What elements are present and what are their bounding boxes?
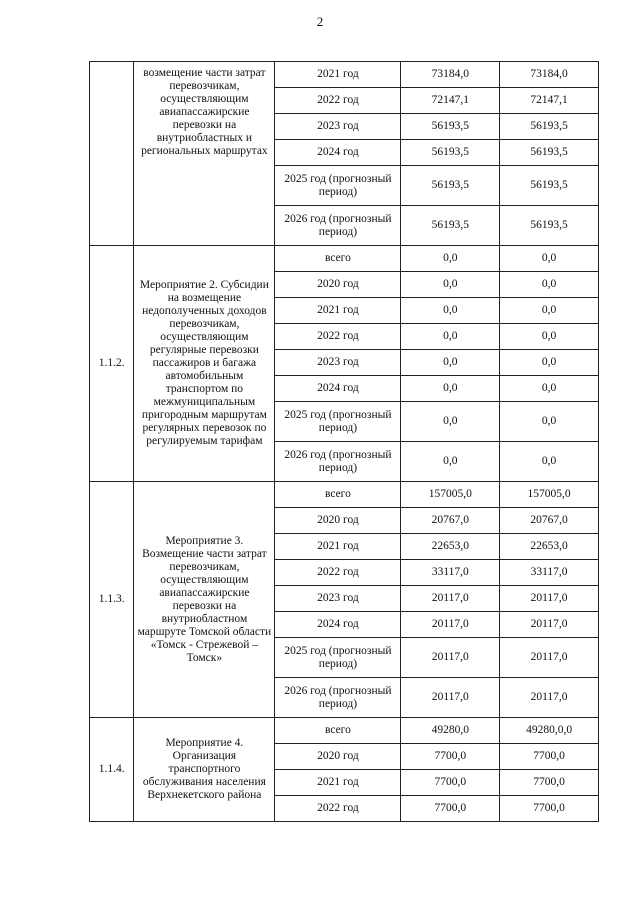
period-cell: 2023 год: [275, 350, 401, 376]
period-cell: всего: [275, 246, 401, 272]
amount-cell: 20767,0: [401, 508, 500, 534]
amount-cell: 0,0: [401, 298, 500, 324]
amount-cell: 20117,0: [401, 612, 500, 638]
period-cell: 2026 год (прогнозный период): [275, 206, 401, 246]
period-cell: 2022 год: [275, 324, 401, 350]
amount-cell: 7700,0: [500, 796, 599, 822]
amount-cell: 0,0: [500, 376, 599, 402]
item-number: 1.1.4.: [90, 718, 134, 822]
amount-cell: 7700,0: [401, 770, 500, 796]
amount-cell: 56193,5: [401, 206, 500, 246]
period-cell: 2025 год (прогнозный период): [275, 166, 401, 206]
period-cell: 2021 год: [275, 770, 401, 796]
activity-description: Мероприятие 4. Организация транспортного обслуживания населения Верхнекетского района: [134, 718, 275, 822]
amount-cell: 56193,5: [401, 166, 500, 206]
activity-description: Мероприятие 2. Субсидии на возмещение недополученных доходов перевозчикам, осуществляющим регулярные перевозки пассажиров и багажа автомобильным транспортом по межмуниципальным пригородным маршрутам регулярных перевозок по регулируемым тарифам: [134, 246, 275, 482]
period-cell: 2020 год: [275, 508, 401, 534]
amount-cell: 73184,0: [401, 62, 500, 88]
period-cell: 2026 год (прогнозный период): [275, 678, 401, 718]
activity-description: возмещение части затрат перевозчикам, осуществляющим авиапассажирские перевозки на внутриобластных и региональных маршрутах: [134, 62, 275, 246]
period-cell: 2022 год: [275, 560, 401, 586]
amount-cell: 0,0: [401, 442, 500, 482]
amount-cell: 0,0: [401, 272, 500, 298]
amount-cell: 49280,0: [401, 718, 500, 744]
amount-cell: 7700,0: [401, 796, 500, 822]
amount-cell: 7700,0: [500, 770, 599, 796]
amount-cell: 0,0: [401, 350, 500, 376]
amount-cell: 56193,5: [401, 140, 500, 166]
amount-cell: 0,0: [401, 324, 500, 350]
amount-cell: 20117,0: [401, 678, 500, 718]
period-cell: 2020 год: [275, 272, 401, 298]
period-cell: 2022 год: [275, 796, 401, 822]
period-cell: 2022 год: [275, 88, 401, 114]
period-cell: 2021 год: [275, 298, 401, 324]
item-number: 1.1.3.: [90, 482, 134, 718]
period-cell: 2026 год (прогнозный период): [275, 442, 401, 482]
activity-description: Мероприятие 3. Возмещение части затрат перевозчикам, осуществляющим авиапассажирские перевозки на внутриобластном маршруте Томской области «Томск - Стрежевой – Томск»: [134, 482, 275, 718]
period-cell: 2025 год (прогнозный период): [275, 638, 401, 678]
period-cell: 2024 год: [275, 376, 401, 402]
amount-cell: 56193,5: [500, 166, 599, 206]
amount-cell: 20117,0: [401, 638, 500, 678]
item-number: [90, 62, 134, 246]
amount-cell: 7700,0: [401, 744, 500, 770]
period-cell: 2020 год: [275, 744, 401, 770]
period-cell: всего: [275, 482, 401, 508]
amount-cell: 56193,5: [500, 140, 599, 166]
amount-cell: 56193,5: [500, 206, 599, 246]
amount-cell: 0,0: [500, 402, 599, 442]
amount-cell: 0,0: [500, 324, 599, 350]
period-cell: 2021 год: [275, 62, 401, 88]
amount-cell: 0,0: [401, 402, 500, 442]
amount-cell: 157005,0: [500, 482, 599, 508]
amount-cell: 0,0: [500, 442, 599, 482]
amount-cell: 73184,0: [500, 62, 599, 88]
period-cell: 2025 год (прогнозный период): [275, 402, 401, 442]
amount-cell: 20117,0: [500, 586, 599, 612]
amount-cell: 0,0: [401, 376, 500, 402]
amount-cell: 72147,1: [401, 88, 500, 114]
amount-cell: 0,0: [500, 272, 599, 298]
amount-cell: 0,0: [401, 246, 500, 272]
period-cell: 2024 год: [275, 140, 401, 166]
page-number: 2: [316, 14, 324, 29]
amount-cell: 20767,0: [500, 508, 599, 534]
table-row: [90, 246, 599, 272]
period-cell: 2021 год: [275, 534, 401, 560]
period-cell: 2024 год: [275, 612, 401, 638]
amount-cell: 20117,0: [401, 586, 500, 612]
amount-cell: 49280,0,0: [500, 718, 599, 744]
amount-cell: 0,0: [500, 246, 599, 272]
period-cell: 2023 год: [275, 114, 401, 140]
table-body: [90, 62, 599, 822]
amount-cell: 72147,1: [500, 88, 599, 114]
amount-cell: 56193,5: [401, 114, 500, 140]
amount-cell: 0,0: [500, 350, 599, 376]
amount-cell: 7700,0: [500, 744, 599, 770]
table-row: [90, 62, 599, 88]
amount-cell: 0,0: [500, 298, 599, 324]
amount-cell: 22653,0: [500, 534, 599, 560]
table-row: [90, 482, 599, 508]
funding-table: [89, 61, 599, 822]
amount-cell: 33117,0: [500, 560, 599, 586]
period-cell: 2023 год: [275, 586, 401, 612]
amount-cell: 20117,0: [500, 678, 599, 718]
item-number: 1.1.2.: [90, 246, 134, 482]
amount-cell: 56193,5: [500, 114, 599, 140]
period-cell: всего: [275, 718, 401, 744]
amount-cell: 33117,0: [401, 560, 500, 586]
amount-cell: 20117,0: [500, 638, 599, 678]
amount-cell: 157005,0: [401, 482, 500, 508]
amount-cell: 20117,0: [500, 612, 599, 638]
table-row: [90, 718, 599, 744]
amount-cell: 22653,0: [401, 534, 500, 560]
